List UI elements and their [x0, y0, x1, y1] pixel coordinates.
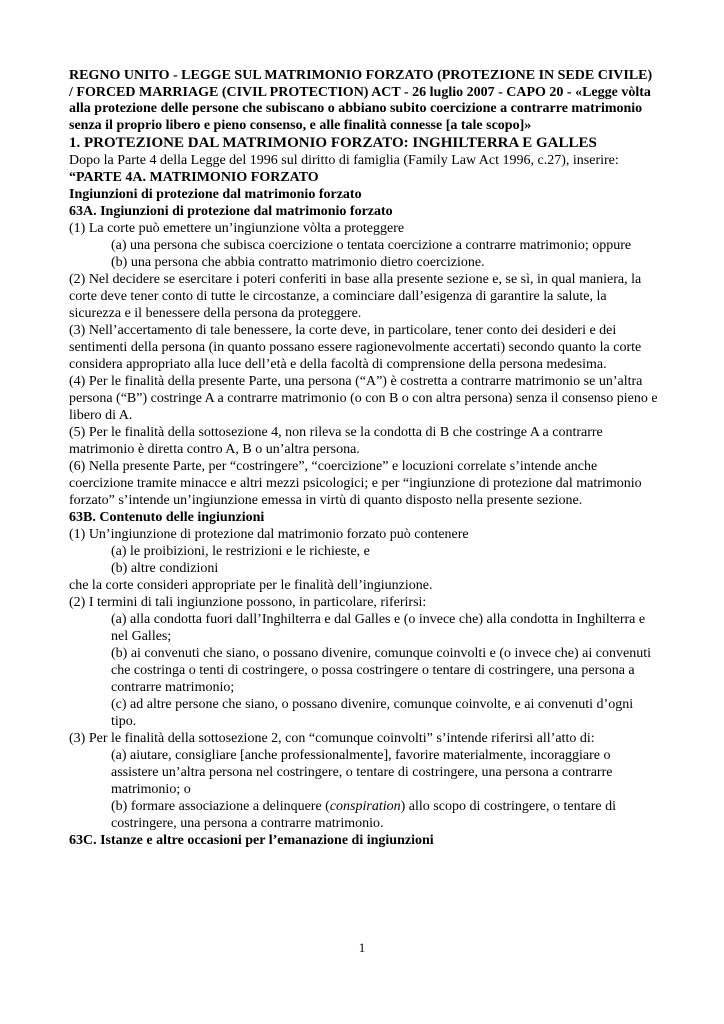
paragraph-63b-2b: (b) ai convenuti che siano, o possano divenire, comunque coinvolti e (o invece che) ai convenuti che costringa o tenti di costringere, o possa costringere o tentare di costringere, una persona a contrarre matrimonio;	[111, 646, 651, 696]
paragraph-63b-3b	[69, 798, 659, 832]
paragraph-63a-1b: (b) una persona che abbia contratto matrimonio dietro coercizione.	[111, 255, 485, 271]
paragraph-63b-3: (3) Per le finalità della sottosezione 2, con “comunque coinvolti” s’intende riferirsi all’atto di:	[69, 731, 595, 747]
paragraph-63b-3b-italic: conspiration	[329, 799, 401, 815]
page-number: 1	[358, 940, 366, 955]
section-title: 1. PROTEZIONE DAL MATRIMONIO FORZATO: INGHILTERRA E GALLES	[69, 135, 597, 152]
subsection-heading: Ingiunzioni di protezione dal matrimonio forzato	[69, 187, 362, 203]
paragraph-63a-5: (5) Per le finalità della sottosezione 4, non rileva se la condotta di B che costringe A a contrarre matrimonio è diretta contro A, B o un’altra persona.	[69, 425, 603, 458]
paragraph-63b-3b-pre: (b) formare associazione a delinquere (	[111, 799, 330, 815]
section-63b-title: 63B. Contenuto delle ingiunzioni	[69, 510, 265, 526]
paragraph-63b-1: (1) Un’ingiunzione di protezione dal matrimonio forzato può contenere	[69, 527, 469, 543]
paragraph-63b-2c: (c) ad altre persone che siano, o possano divenire, comunque coinvolte, e ai convenuti d’ogni tipo.	[111, 697, 634, 730]
section-63c-title: 63C. Istanze e altre occasioni per l’emanazione di ingiunzioni	[69, 833, 434, 849]
section-63a-title: 63A. Ingiunzioni di protezione dal matrimonio forzato	[69, 204, 393, 220]
paragraph-63b-2a: (a) alla condotta fuori dall’Inghilterra e dal Galles e (o invece che) alla condotta in Inghilterra e nel Galles;	[111, 612, 646, 645]
paragraph-63b-1b: (b) altre condizioni	[111, 561, 219, 577]
paragraph-63a-2: (2) Nel decidere se esercitare i poteri conferiti in base alla presente sezione e, se sì, in qual maniera, la corte deve tener conto di tutte le circostanze, a cominciare dall’esigenza di garantire la salute, la sicurezza e il benessere della persona da proteggere.	[69, 272, 642, 322]
part-title: “PARTE 4A. MATRIMONIO FORZATO	[69, 170, 319, 186]
paragraph-63b-1a: (a) le proibizioni, le restrizioni e le richieste, e	[111, 544, 370, 560]
paragraph-63a-4: (4) Per le finalità della presente Parte, una persona (“A”) è costretta a contrarre matrimonio se un’altra persona (“B”) costringe A a contrarre matrimonio (o con B o con altra persona) senza il consenso pieno e libero di A.	[69, 374, 658, 424]
paragraph-63a-3: (3) Nell’accertamento di tale benessere, la corte deve, in particolare, tener conto dei desideri e dei sentimenti della persona (in quanto possano essere ragionevolmente accertati) secondo quanto la corte considera appropriato alla luce dell’età e della facoltà di comprensione della persona medesima.	[69, 323, 642, 373]
paragraph-63a-1a: (a) una persona che subisca coercizione o tentata coercizione a contrarre matrimonio; oppure	[111, 238, 632, 254]
document-page	[69, 68, 659, 849]
paragraph-63a-6: (6) Nella presente Parte, per “costringere”, “coercizione” e locuzioni correlate s’intende anche coercizione tramite minacce e altri mezzi psicologici; e per “ingiunzione di protezione dal matrimonio forzato” s’intende un’ingiunzione emessa in virtù di quanto disposto nella presente sezione.	[69, 459, 642, 509]
paragraph-63b-2: (2) I termini di tali ingiunzione possono, in particolare, riferirsi:	[69, 595, 427, 611]
document-heading: REGNO UNITO - LEGGE SUL MATRIMONIO FORZATO (PROTEZIONE IN SEDE CIVILE) / FORCED MARRIAGE (CIVIL PROTECTION) ACT - 26 luglio 2007 - CAPO 20 - «Legge vòlta alla protezione delle persone che subiscano o abbiano subito coercizione a contrarre matrimonio senza il proprio libero e pieno consenso, e alle finalità connesse [a tale scopo]»	[69, 68, 653, 133]
intro-paragraph: Dopo la Parte 4 della Legge del 1996 sul diritto di famiglia (Family Law Act 1996, c.27), inserire:	[69, 153, 619, 169]
paragraph-63b-3b-post: ) allo scopo di costringere, o tentare di costringere, una persona a contrarre matrimonio.	[111, 799, 616, 832]
paragraph-63a-1: (1) La corte può emettere un’ingiunzione vòlta a proteggere	[69, 221, 405, 237]
paragraph-63b-1-end: che la corte consideri appropriate per le finalità dell’ingiunzione.	[69, 578, 433, 594]
paragraph-63b-3a: (a) aiutare, consigliare [anche professionalmente], favorire materialmente, incoraggiare o assistere un’altra persona nel costringere, o tentare di costringere, una persona a contrarre matrimonio; o	[111, 748, 613, 798]
